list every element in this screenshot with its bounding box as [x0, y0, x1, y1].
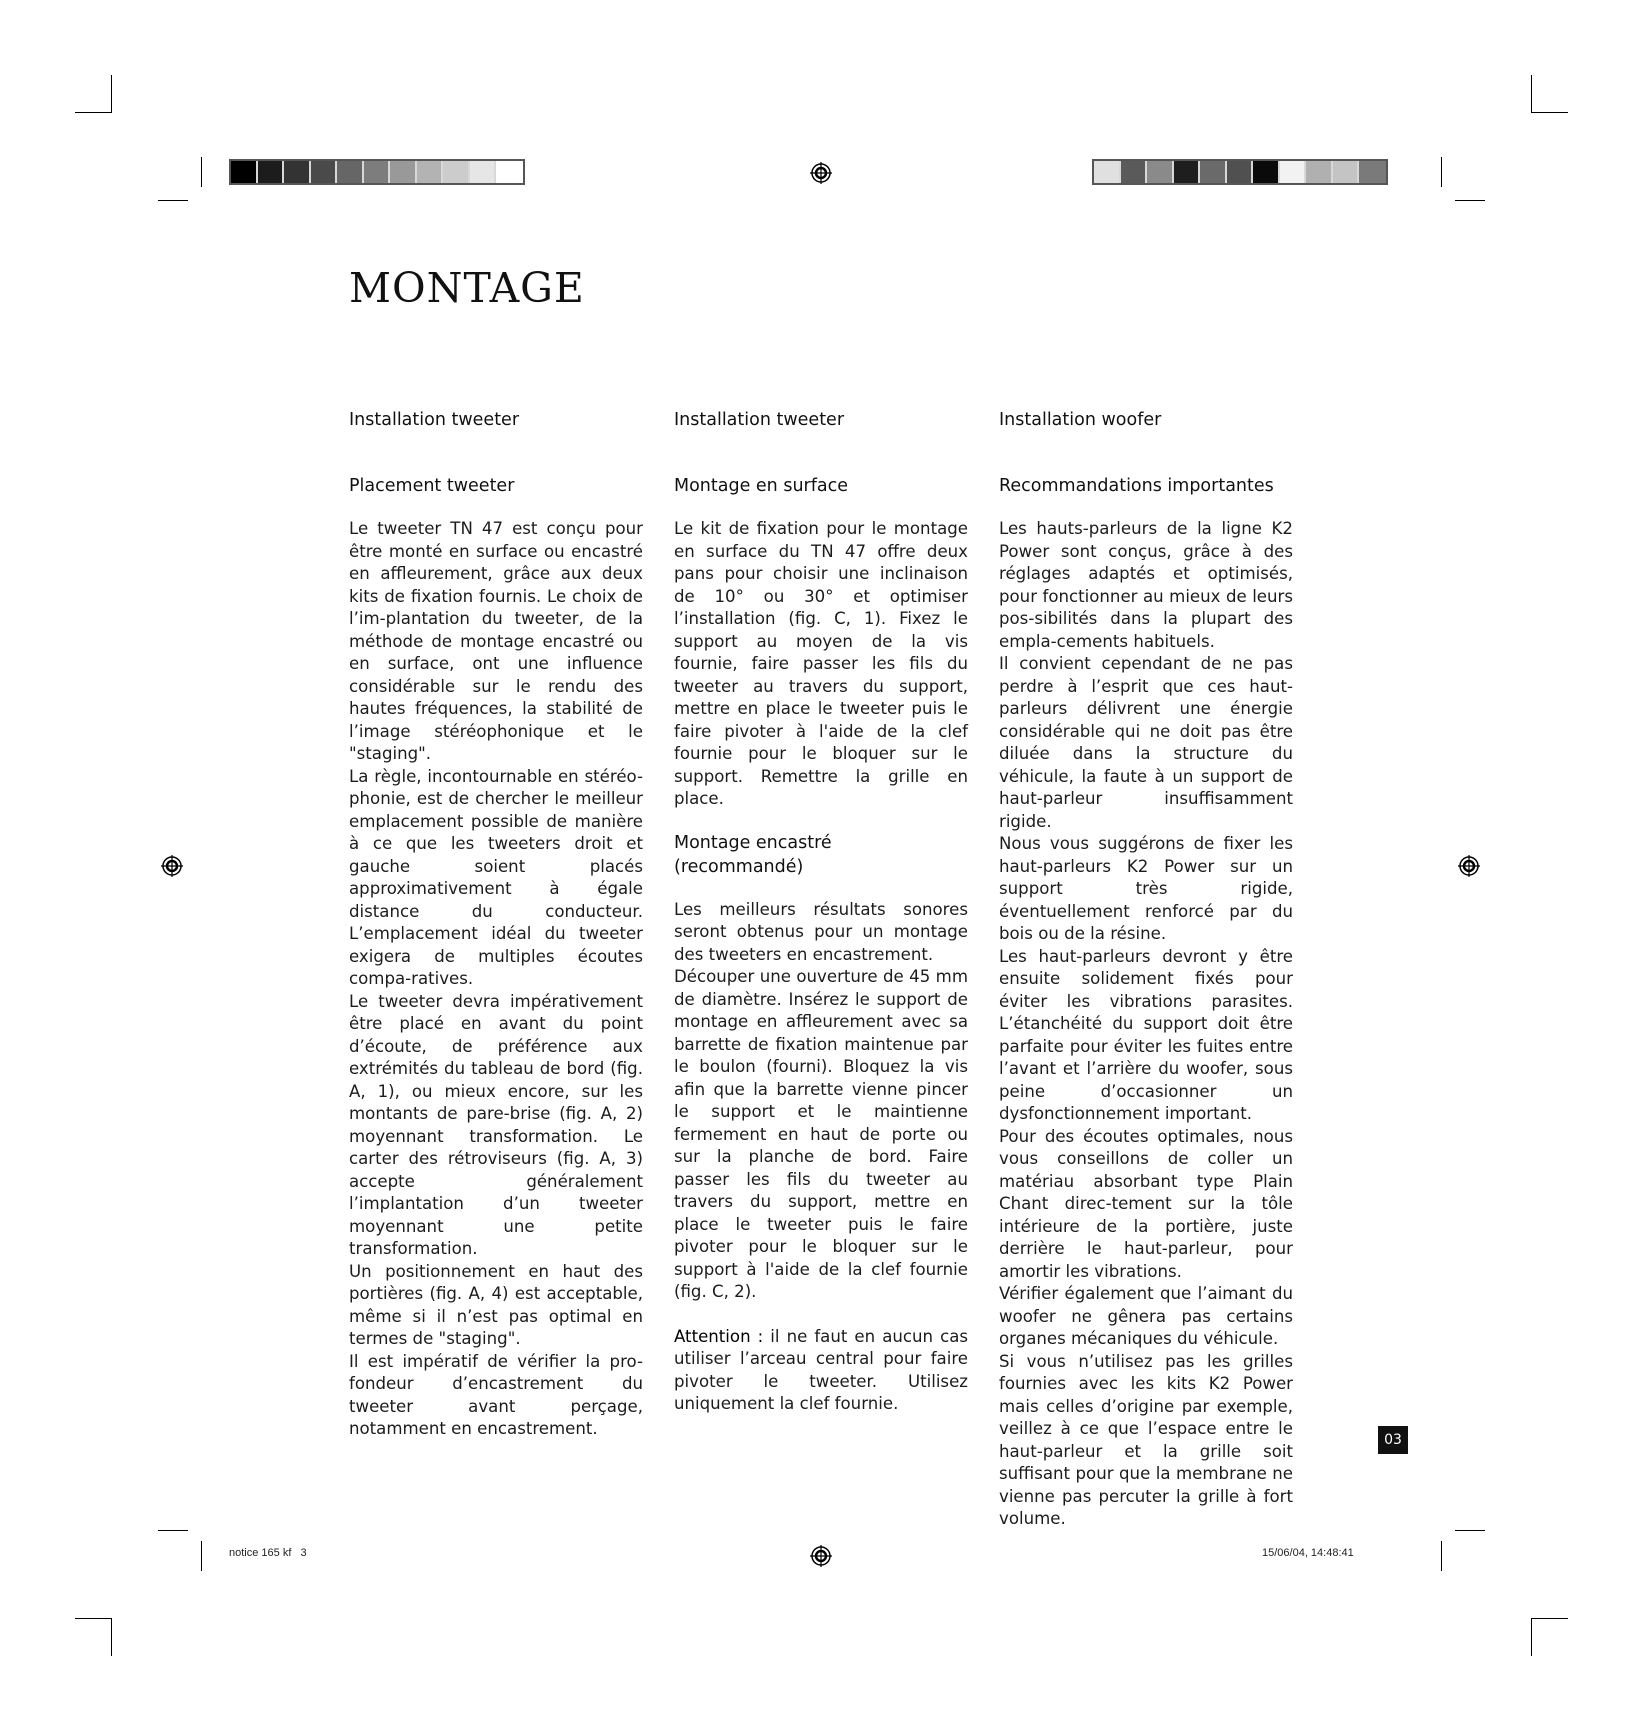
paragraph: Pour des écoutes optimales, nous vous conseillons de coller un matériau absorbant type Plain Chant direc-tement sur la tôle intérieure de la portière, juste derrière le haut-parleur, pour amortir les vibrations. — [999, 1126, 1293, 1281]
color-swatch — [1359, 161, 1386, 183]
paragraph: Vérifier également que l’aimant du woofer ne gênera pas certains organes mécaniques du véhicule. — [999, 1284, 1293, 1348]
footer-slug-right: 15/06/04, 14:48:41 — [1262, 1547, 1354, 1559]
grayscale-swatch-bar-left — [229, 159, 525, 185]
subsection-heading-line1: Montage encastré — [674, 832, 832, 853]
crop-mark — [111, 1618, 112, 1656]
paragraph: Si vous n’utilisez pas les grilles fournies avec les kits K2 Power mais celles d’origine par exemple, veillez à ce que l’espace entre le haut-parleur et la grille soit suffisant pour que la membrane ne vienne pas percuter la grille à fort volume. — [999, 1351, 1293, 1528]
paragraph: Les meilleurs résultats sonores seront obtenus pour un montage des tweeters en encastrement. — [674, 899, 968, 964]
paragraph: Les haut-parleurs devront y être ensuite solidement fixés pour éviter les vibrations parasites. L’étanchéité du support doit être parfaite pour éviter les fuites entre l’avant et l’arrière du woofer, sous peine d’occasionner un dysfonctionnement important. — [999, 946, 1293, 1123]
color-swatch — [258, 161, 285, 183]
attention-text: il ne faut en aucun cas utiliser l’arceau central pour faire pivoter le tweeter. Utilisez uniquement la clef fournie. — [674, 1326, 969, 1413]
color-swatch — [284, 161, 311, 183]
color-swatch — [443, 161, 470, 183]
subsection-heading: Recommandations importantes — [999, 476, 1274, 496]
paragraph: Les hauts-parleurs de la ligne K2 Power sont conçus, grâce à des réglages adaptés et optimisés, pour fonctionner au mieux de leurs pos-sibilités dans la plupart des empla-cements habituels. — [999, 519, 1293, 651]
subsection-heading-line2: (recommandé) — [674, 856, 804, 877]
color-swatch — [1094, 161, 1121, 183]
color-swatch — [1333, 161, 1360, 183]
crop-mark — [111, 75, 112, 113]
subsection-heading: Montage en surface — [674, 476, 849, 496]
crop-mark — [1531, 112, 1568, 113]
column-tweeter-placement — [349, 408, 643, 1441]
color-swatch — [364, 161, 391, 183]
paragraph: Un positionnement en haut des portières (fig. A, 4) est acceptable, même si il n’est pas optimal en termes de "staging". — [349, 1261, 643, 1348]
color-swatch — [337, 161, 364, 183]
registration-mark-icon — [1458, 855, 1480, 877]
crop-mark — [1531, 75, 1532, 113]
color-swatch — [496, 161, 523, 183]
section-heading: Installation tweeter — [674, 410, 845, 430]
color-swatch — [1253, 161, 1280, 183]
footer-slug-left: notice 165 kf 3 — [229, 1547, 307, 1559]
color-swatch — [417, 161, 444, 183]
color-swatch — [1174, 161, 1201, 183]
section-heading: Installation tweeter — [349, 410, 520, 430]
paragraph: Le kit de fixation pour le montage en surface du TN 47 offre deux pans pour choisir une inclinaison de 10° ou 30° et optimiser l’installation (fig. C, 1). Fixez le support au moyen de la vis fournie, faire passer les fils du tweeter au travers du support, mettre en place le tweeter puis le faire pivoter à l'aide de la clef fournie pour le bloquer sur le support. Remettre la grille en place. — [674, 519, 968, 808]
bleed-mark — [158, 1530, 188, 1531]
page-title: MONTAGE — [349, 264, 585, 312]
paragraph: Il est impératif de vérifier la pro-fondeur d’encastrement du tweeter avant perçage, notamment en encastrement. — [349, 1351, 643, 1438]
paragraph: Découper une ouverture de 45 mm de diamètre. Insérez le support de montage en affleurement avec sa barrette de fixation maintenue par le boulon (fourni). Bloquez la vis afin que la barrette vienne pincer le support et le maintienne fermement en haut de porte ou sur la planche de bord. Faire passer les fils du tweeter au travers du support, mettre en place le tweeter puis le faire pivoter pour le bloquer sur le support à l'aide de la clef fournie (fig. C, 2). — [674, 967, 968, 1301]
bleed-mark — [1455, 200, 1485, 201]
paragraph: Il convient cependant de ne pas perdre à l’esprit que ces haut-parleurs délivrent une énergie considérable qui ne doit pas être diluée dans la structure du véhicule, la faute à un support de haut-parleur insuffisamment rigide. — [999, 654, 1293, 831]
bleed-mark — [1441, 157, 1442, 187]
bleed-mark — [201, 157, 202, 187]
bleed-mark — [1441, 1541, 1442, 1571]
page-number-badge: 03 — [1378, 1426, 1408, 1454]
registration-mark-icon — [810, 1545, 832, 1567]
paragraph: Le tweeter TN 47 est conçu pour être monté en surface ou encastré en affleurement, grâce aux deux kits de fixation fournis. Le choix de l’im-plantation du tweeter, de la méthode de montage encastré ou en surface, ont une influence considérable sur le rendu des hautes fréquences, la stabilité de l’image stéréophonique et le "staging". — [349, 519, 643, 763]
color-swatch — [1280, 161, 1307, 183]
color-swatch — [1200, 161, 1227, 183]
paragraph: Le tweeter devra impérativement être placé en avant du point d’écoute, de préférence aux extrémités du tableau de bord (fig. A, 1), ou mieux encore, sur les montants de pare-brise (fig. A, 2) moyennant transformation. Le carter des rétroviseurs (fig. A, 3) accepte généralement l’implantation d’un tweeter moyennant une petite transformation. — [349, 991, 643, 1258]
color-swatch — [311, 161, 338, 183]
bleed-mark — [158, 200, 188, 201]
crop-mark — [75, 112, 112, 113]
column-tweeter-mounting — [674, 408, 968, 1416]
color-swatch — [1227, 161, 1254, 183]
registration-mark-icon — [161, 855, 183, 877]
crop-mark — [1531, 1618, 1532, 1656]
color-swatch — [390, 161, 417, 183]
registration-mark-icon — [810, 162, 832, 184]
attention-paragraph — [674, 1326, 968, 1416]
attention-label: Attention : — [674, 1326, 764, 1346]
column-woofer-installation — [999, 408, 1293, 1531]
grayscale-swatch-bar-right — [1092, 159, 1388, 185]
subsection-heading: Placement tweeter — [349, 476, 515, 496]
color-swatch — [231, 161, 258, 183]
paragraph: Nous vous suggérons de fixer les haut-parleurs K2 Power sur un support très rigide, éventuellement renforcé par du bois ou de la résine. — [999, 834, 1293, 943]
color-swatch — [1147, 161, 1174, 183]
crop-mark — [1531, 1618, 1568, 1619]
section-heading: Installation woofer — [999, 410, 1162, 430]
color-swatch — [1306, 161, 1333, 183]
crop-mark — [75, 1618, 112, 1619]
color-swatch — [1121, 161, 1148, 183]
bleed-mark — [201, 1541, 202, 1571]
color-swatch — [470, 161, 497, 183]
paragraph: La règle, incontournable en stéréo-phonie, est de chercher le meilleur emplacement possible de manière à ce que les tweeters droit et gauche soient placés approximativement à égale distance du conducteur. L’emplacement idéal du tweeter exigera de multiples écoutes compa-ratives. — [349, 766, 643, 988]
bleed-mark — [1455, 1530, 1485, 1531]
